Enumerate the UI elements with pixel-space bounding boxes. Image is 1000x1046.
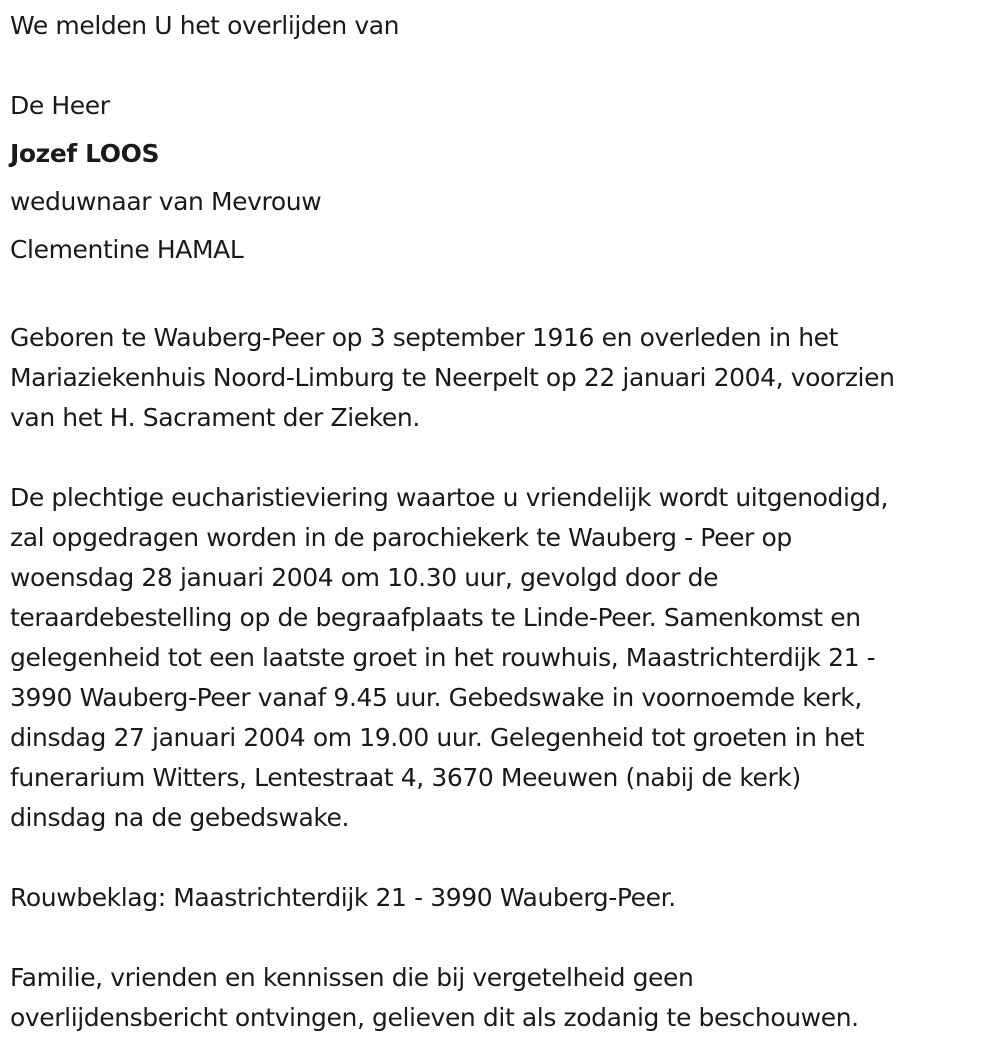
spacer bbox=[10, 278, 995, 318]
person-name: Jozef LOOS bbox=[10, 139, 160, 168]
death-notice bbox=[10, 6, 995, 1038]
paragraph-line: Mariaziekenhuis Noord-Limburg te Neerpelt op 22 januari 2004, voorzien bbox=[10, 363, 895, 392]
spacer bbox=[10, 918, 995, 958]
birth-death-paragraph bbox=[10, 318, 995, 438]
closing-paragraph bbox=[10, 958, 995, 1038]
paragraph-line: gelegenheid tot een laatste groet in het rouwhuis, Maastrichterdijk 21 - bbox=[10, 643, 876, 672]
paragraph-line: dinsdag na de gebedswake. bbox=[10, 803, 350, 832]
paragraph-line: overlijdensbericht ontvingen, gelieven dit als zodanig te beschouwen. bbox=[10, 1003, 859, 1032]
person-title: De Heer bbox=[10, 91, 110, 120]
paragraph-line: dinsdag 27 januari 2004 om 19.00 uur. Gelegenheid tot groeten in het bbox=[10, 723, 864, 752]
person-relation: weduwnaar van Mevrouw bbox=[10, 187, 322, 216]
paragraph-line: 3990 Wauberg-Peer vanaf 9.45 uur. Gebedswake in voornoemde kerk, bbox=[10, 683, 862, 712]
paragraph-line: De plechtige eucharistieviering waartoe u vriendelijk wordt uitgenodigd, bbox=[10, 483, 889, 512]
condolence-address: Rouwbeklag: Maastrichterdijk 21 - 3990 Wauberg-Peer. bbox=[10, 883, 676, 912]
paragraph-line: teraardebestelling op de begraafplaats te Linde-Peer. Samenkomst en bbox=[10, 603, 861, 632]
paragraph-line: woensdag 28 januari 2004 om 10.30 uur, gevolgd door de bbox=[10, 563, 719, 592]
paragraph-line: Geboren te Wauberg-Peer op 3 september 1916 en overleden in het bbox=[10, 323, 839, 352]
paragraph-line: van het H. Sacrament der Zieken. bbox=[10, 403, 420, 432]
spacer bbox=[10, 438, 995, 478]
paragraph-line: Familie, vrienden en kennissen die bij vergetelheid geen bbox=[10, 963, 694, 992]
paragraph-line: zal opgedragen worden in de parochiekerk te Wauberg - Peer op bbox=[10, 523, 792, 552]
spouse-name: Clementine HAMAL bbox=[10, 235, 244, 264]
spacer bbox=[10, 838, 995, 878]
ceremony-paragraph bbox=[10, 478, 995, 838]
person-block bbox=[10, 86, 995, 278]
spacer bbox=[10, 46, 995, 86]
intro-text: We melden U het overlijden van bbox=[10, 11, 400, 40]
paragraph-line: funerarium Witters, Lentestraat 4, 3670 Meeuwen (nabij de kerk) bbox=[10, 763, 801, 792]
